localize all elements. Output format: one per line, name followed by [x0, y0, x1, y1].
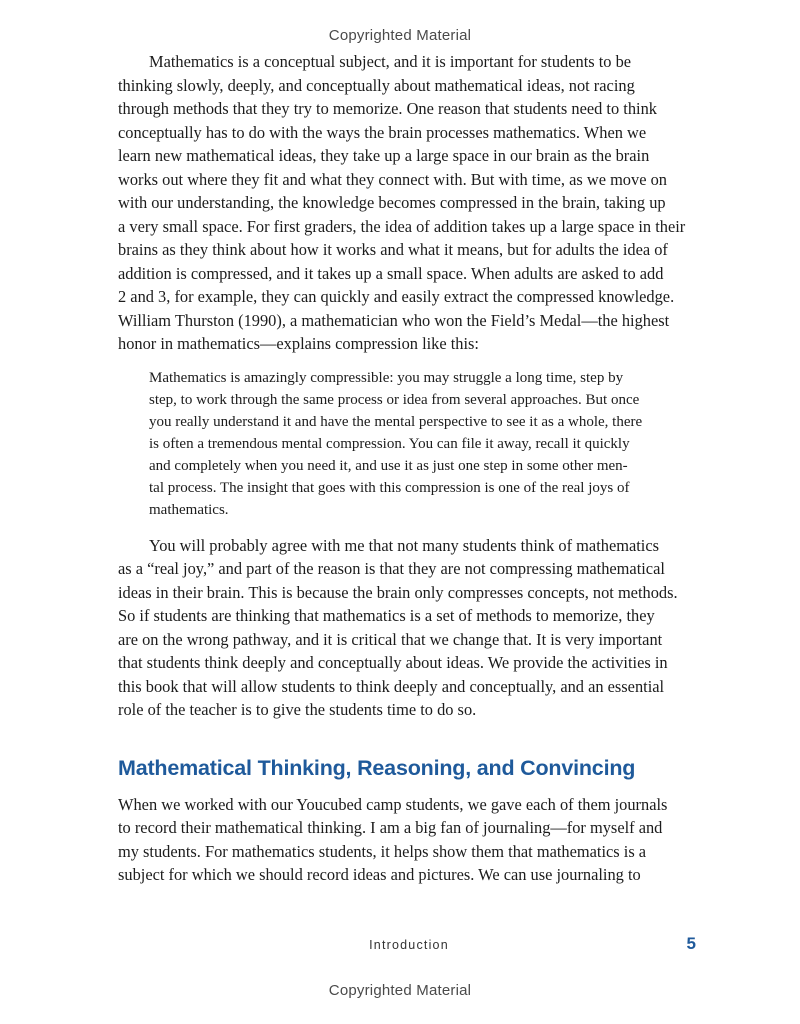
watermark-bottom: Copyrighted Material	[328, 982, 472, 999]
page-body	[118, 50, 700, 887]
text-line: works out where they fit and what they connect with. But with time, as we move on	[118, 169, 667, 189]
text-line: addition is compressed, and it takes up a small space. When adults are asked to add	[118, 263, 664, 283]
text-line: ideas in their brain. This is because the brain only compresses concepts, not methods.	[118, 582, 678, 602]
quote-line: is often a tremendous mental compression. You can file it away, recall it quickly	[149, 435, 630, 452]
text-line: Mathematics is a conceptual subject, and it is important for students to be	[149, 52, 632, 71]
text-line: So if students are thinking that mathematics is a set of methods to memorize, they	[118, 606, 655, 625]
watermark-top: Copyrighted Material	[328, 27, 472, 44]
text-line: conceptually has to do with the ways the brain processes mathematics. When we	[118, 122, 647, 142]
text-line: role of the teacher is to give the students time to do so.	[118, 700, 477, 719]
quote-line: Mathematics is amazingly compressible: you may struggle a long time, step by	[149, 369, 624, 386]
page-number: 5	[686, 934, 696, 953]
quote-line: step, to work through the same process or idea from several approaches. But once	[149, 391, 640, 408]
text-line: William Thurston (1990), a mathematician who won the Field’s Medal—the highest	[118, 310, 670, 330]
paragraph-2	[118, 534, 700, 722]
footer-section-label: Introduction	[369, 938, 449, 952]
text-line: 2 and 3, for example, they can quickly and easily extract the compressed knowledge.	[118, 287, 675, 306]
text-line: that students think deeply and conceptually about ideas. We provide the activities in	[118, 653, 668, 672]
quote-line: you really understand it and have the mental perspective to see it as a whole, there	[149, 413, 643, 430]
text-line: this book that will allow students to think deeply and conceptually, and an essential	[118, 676, 665, 696]
page-footer	[118, 936, 700, 956]
text-line: with our understanding, the knowledge becomes compressed in the brain, taking up	[118, 193, 666, 212]
text-line: to record their mathematical thinking. I am a big fan of journaling—for myself and	[118, 818, 663, 837]
section-heading: Mathematical Thinking, Reasoning, and Convincing	[118, 755, 636, 780]
text-line: You will probably agree with me that not many students think of mathematics	[149, 535, 660, 555]
quote-line: mathematics.	[149, 501, 229, 518]
text-line: thinking slowly, deeply, and conceptually about mathematical ideas, not racing	[118, 75, 635, 95]
text-line: as a “real joy,” and part of the reason is that they are not compressing mathematical	[118, 559, 665, 578]
text-line: subject for which we should record ideas and pictures. We can use journaling to	[118, 865, 641, 884]
quote-line: tal process. The insight that goes with this compression is one of the real joys of	[149, 479, 630, 496]
block-quote	[149, 367, 700, 521]
text-line: through methods that they try to memorize. One reason that students need to think	[118, 99, 657, 118]
text-line: When we worked with our Youcubed camp students, we gave each of them journals	[118, 794, 668, 814]
text-line: my students. For mathematics students, it helps show them that mathematics is a	[118, 841, 647, 861]
paragraph-3	[118, 793, 700, 887]
text-line: honor in mathematics—explains compression like this:	[118, 334, 479, 353]
quote-line: and completely when you need it, and use it as just one step in some other men-	[149, 457, 628, 474]
text-line: learn new mathematical ideas, they take up a large space in our brain as the brain	[118, 146, 650, 165]
text-line: a very small space. For first graders, the idea of addition takes up a large space in their	[118, 216, 686, 236]
text-line: are on the wrong pathway, and it is critical that we change that. It is very important	[118, 629, 663, 649]
paragraph-1	[118, 50, 700, 356]
text-line: brains as they think about how it works and what it means, but for adults the idea of	[118, 240, 668, 259]
